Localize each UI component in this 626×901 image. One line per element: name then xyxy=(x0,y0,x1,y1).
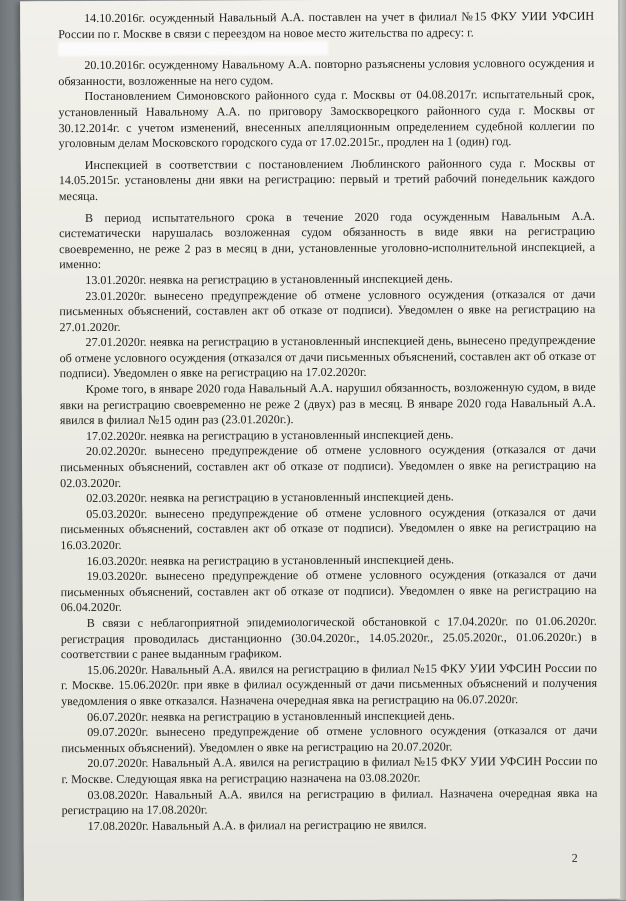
list-item: 15.06.2020г. Навальный А.А. явился на регистрацию в филиал №15 ФКУ УИИ УФСИН России по г. Москве. 15.06.2020г. при явке в филиал осужденный от дачи письменных объяснений и получения уведомления о явке отказался. Назначена очередная явка на регистрацию на 06.07.2020г. xyxy=(60,660,598,709)
list-item: 02.03.2020г. неявка на регистрацию в установленный инспекцией день. xyxy=(86,489,454,506)
list-item: 19.03.2020г. вынесено предупреждение об отмене условного осуждения (отказался от дачи письменных объяснений, составлен акт об отказе от подписи). Уведомлен о явке на регистрацию на 06.04.2020г. xyxy=(60,566,597,615)
list-item: 09.07.2020г. вынесено предупреждение об отмене условного осуждения (отказался от дачи письменных объяснений). Уведомлен о явке на регистрацию на 20.07.2020г. xyxy=(61,722,598,755)
paragraph: 20.10.2016г. осужденному Навальному А.А. повторно разъяснены условия условного осуждения и обязанности, возложенные на него судом. xyxy=(58,55,595,88)
paragraph-registration: 14.10.2016г. осужденный Навальный А.А. поставлен на учет в филиал №15 ФКУ УИИ УФСИН России по г. Москве в связи с переездом на новое место жительства по адресу: г. xyxy=(58,8,595,41)
paragraph: Инспекцией в соответствии с постановлением Люблинского районного суда г. Москвы от 14.05.2015г. установлены дни явки на регистрацию: первый и третий рабочий понедельник каждого месяца. xyxy=(58,155,595,204)
list-item: 13.01.2020г. неявка на регистрацию в установленный инспекцией день. xyxy=(85,271,453,287)
document-page xyxy=(20,0,622,901)
list-item: 16.03.2020г. неявка на регистрацию в установленный инспекцией день. xyxy=(86,552,455,568)
list-item: 23.01.2020г. вынесено предупреждение об отмене условного осуждения (отказался от дачи письменных объяснений, составлен акт об отказе от подписи). Уведомлен о явке на регистрацию на 27.01.2020г. xyxy=(59,286,596,334)
list-item: 06.07.2020г. неявка на регистрацию в установленный инспекцией день. xyxy=(87,707,455,724)
list-item: 05.03.2020г. вынесено предупреждение об отмене условного осуждения (отказался от дачи письменных объяснений, составлен акт об отказе от подписи). Уведомлен о явке на регистрацию на 16.03.2020г. xyxy=(60,504,597,553)
paragraph: Постановлением Симоновского районного суда г. Москвы от 04.08.2017г. испытательный срок, установленный Навальному А.А. по приговору Замоскворецкого районного суда г. Москвы от 30.12.2014г. с учетом изменений, внесенных апелляционным определением судебной коллегии по уголовным делам Московского городского суда от 17.02.2015г., продлен на 1 (один) год. xyxy=(58,87,595,151)
list-item: 03.08.2020г. Навальный А.А. явился на регистрацию в филиал. Назначена очередная явка на регистрацию на 17.08.2020г. xyxy=(61,785,598,818)
list-item: 27.01.2020г. неявка на регистрацию в установленный инспекцией день, вынесено предупреждение об отмене условного осуждения (отказался от дачи письменных объяснений, составлен акт об отказе от подписи). Уведомлен о явке на регистрацию на 17.02.2020г. xyxy=(59,333,596,381)
page-number: 2 xyxy=(571,850,578,865)
list-item: 20.07.2020г. Навальный А.А. явился на регистрацию в филиал №15 ФКУ УИИ УФСИН России по г. Москве. Следующая явка на регистрацию назначена на 03.08.2020г. xyxy=(61,754,598,787)
paragraph: В связи с неблагоприятной эпидемиологической обстановкой с 17.04.2020г. по 01.06.2020г. регистрация проводилась дистанционно (30.04.2020г., 14.05.2020г., 25.05.2020г., 01.06.2020г.) в соответствии с ранее выданным графиком. xyxy=(60,613,597,662)
list-item: 20.02.2020г. вынесено предупреждение об отмене условного осуждения (отказался от дачи письменных объяснений, составлен акт об отказе от подписи). Уведомлен о явке на регистрацию на 02.03.2020г. xyxy=(60,442,597,490)
redaction-mark xyxy=(58,41,328,56)
paragraph: В период испытательного срока в течение 2020 года осужденным Навальным А.А. систематически нарушалась возложенная судом обязанность в виде явки на регистрацию своевременно, не реже 2 раз в месяц в дни, установленные уголовно-исполнительной инспекцией, а именно: xyxy=(59,208,596,272)
list-item: 17.08.2020г. Навальный А.А. в филиал на регистрацию не явился. xyxy=(87,817,427,833)
document-body xyxy=(58,9,598,835)
paper-edge xyxy=(620,0,626,900)
list-item: 17.02.2020г. неявка на регистрацию в установленный инспекцией день. xyxy=(85,427,454,443)
paragraph: Кроме того, в январе 2020 года Навальный А.А. нарушил обязанность, возложенную судом, в виде явки на регистрацию своевременно не реже 2 (двух) раз в месяц. В январе 2020 года Навальный А.А. явился в филиал №15 один раз (23.01.2020г.). xyxy=(59,379,596,428)
